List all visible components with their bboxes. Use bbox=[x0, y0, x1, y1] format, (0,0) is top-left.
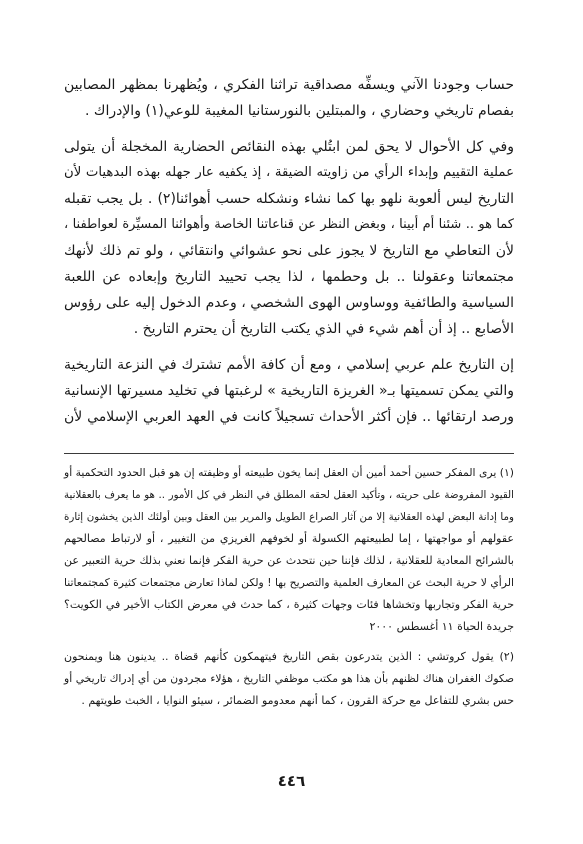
paragraph bbox=[64, 134, 514, 342]
text-line: وفي كل الأحوال لا يحق لمن ابتُلي بهذه النقائص الحضارية المخجلة أن يتولى bbox=[64, 139, 514, 155]
footnote-line: وما إدانة البعض لهذه العقلانية إلا من آثار الصراع الطويل والمرير بين العقل وبين أولئك الذين يخشون إثارة bbox=[64, 511, 514, 523]
text-line: حساب وجودنا الآني ويسفِّه مصداقية تراثنا الفكري ، ويُظهرنا بمظهر المصابين bbox=[64, 77, 514, 93]
footnote-line: الرأي لا حرية البحث عن المعارف العلمية والتصريح بها ! ولكن لماذا تعارض مجتمعات كثيرة كمجتمعاتنا bbox=[64, 576, 514, 589]
footnote-divider bbox=[64, 453, 514, 454]
paragraph bbox=[64, 72, 514, 124]
text-line: ورصد ارتقائها .. فإن أكثر الأحداث تسجيلاً كانت في العهد العربي الإسلامي لأن bbox=[64, 409, 514, 425]
footnote-line: صكوك الغفران هناك لظنهم بأن هذا هو مكتب موظفي التاريخ ، هؤلاء مجردون من أي إدراك تاريخي أو bbox=[64, 672, 514, 685]
footnote-1 bbox=[64, 462, 514, 638]
text-line: عملية التقييم وإبداء الرأي من زاويته الضيقة ، إذ يكفيه عار جهله بهذه البدهيات لأن bbox=[64, 165, 514, 180]
text-line: التاريخ ليس ألعوبة نلهو بها كما نشاء ونشكله حسب أهوائنا(٢) . بل يجب تقبله bbox=[64, 191, 514, 207]
text-line: كما هو .. شئنا أم أبينا ، وبغض النظر عن قناعاتنا الخاصة وأهوائنا المسيِّرة لعواطفنا ، bbox=[64, 217, 514, 232]
text-line: لأن التعاطي مع التاريخ لا يجوز على نحو عشوائي وانتقائي ، ولو تم ذلك لأنهك bbox=[64, 243, 514, 259]
text-line: مجتمعاتنا وعقولنا .. بل وحطمها ، لذا يجب تحييد التاريخ وإبعاده عن اللعبة bbox=[64, 269, 514, 285]
main-text-body bbox=[64, 72, 514, 430]
footnote-line: حرية الفكر وتجاربها وتخشاها فئات وجهات كثيرة ، كما حدث في معرض الكتاب الأخير في الكويت؟ bbox=[64, 598, 514, 611]
text-line: السياسية والطائفية ووساوس الهوى الشخصي ، وعدم الدخول إليه على رؤوس bbox=[64, 295, 514, 311]
footnote-line: حس بشري للتفاعل مع حركة القرون ، كما أنهم معدومو الضمائر ، سيئو النوايا ، الخبث طويتهم . bbox=[81, 694, 514, 707]
footnote-line: عقولهم أو مواجهتها ، إما لطبيعتهم الكسولة أو لخوفهم الغريزي من التغيير ، أو لارتباط مصالحهم bbox=[64, 532, 514, 545]
text-line: الأصابع .. إذ أن أهم شيء في الذي يكتب التاريخ أن يحترم التاريخ . bbox=[133, 321, 514, 337]
footnote-line: (٢) يقول كروتشي : الذين يتدرعون بقص التاريخ فيتهمكون كأنهم قضاة .. يدينون هنا ويمنحون bbox=[64, 650, 514, 663]
paragraph bbox=[64, 352, 514, 430]
footnote-line: جريدة الحياة ١١ أغسطس ٢٠٠٠ bbox=[369, 620, 514, 633]
footnote-line: القيود المفروضة على حريته ، وتأكيد العقل لحقه المطلق في النظر في كل الأمور .. هو ما يعرف بالعقلانية bbox=[64, 489, 514, 501]
text-line: والتي يمكن تسميتها بـ« الغريزة التاريخية » لرغبتها في تخليد مسيرتها الإنسانية bbox=[64, 383, 514, 399]
text-line: إن التاريخ علم عربي إسلامي ، ومع أن كافة الأمم تشترك في النزعة التاريخية bbox=[64, 357, 514, 373]
footnotes-section bbox=[64, 462, 514, 712]
footnote-line: بالشرائح المعادية للعقلانية ، لذلك فإننا حين نتحدث عن حرية الفكر فإنما نعني بذلك حرية التعبير عن bbox=[64, 554, 514, 567]
text-line: بفصام تاريخي وحضاري ، والمبتلين بالنورستانيا المغيبة للوعي(١) والإدراك . bbox=[85, 103, 514, 119]
footnote-2 bbox=[64, 646, 514, 712]
footnote-line: (١) يرى المفكر حسين أحمد أمين أن العقل إنما يخون طبيعته أو وظيفته إن هو قبل الحدود التحكمية أو bbox=[64, 466, 514, 479]
page-number: ٤٤٦ bbox=[277, 772, 306, 790]
